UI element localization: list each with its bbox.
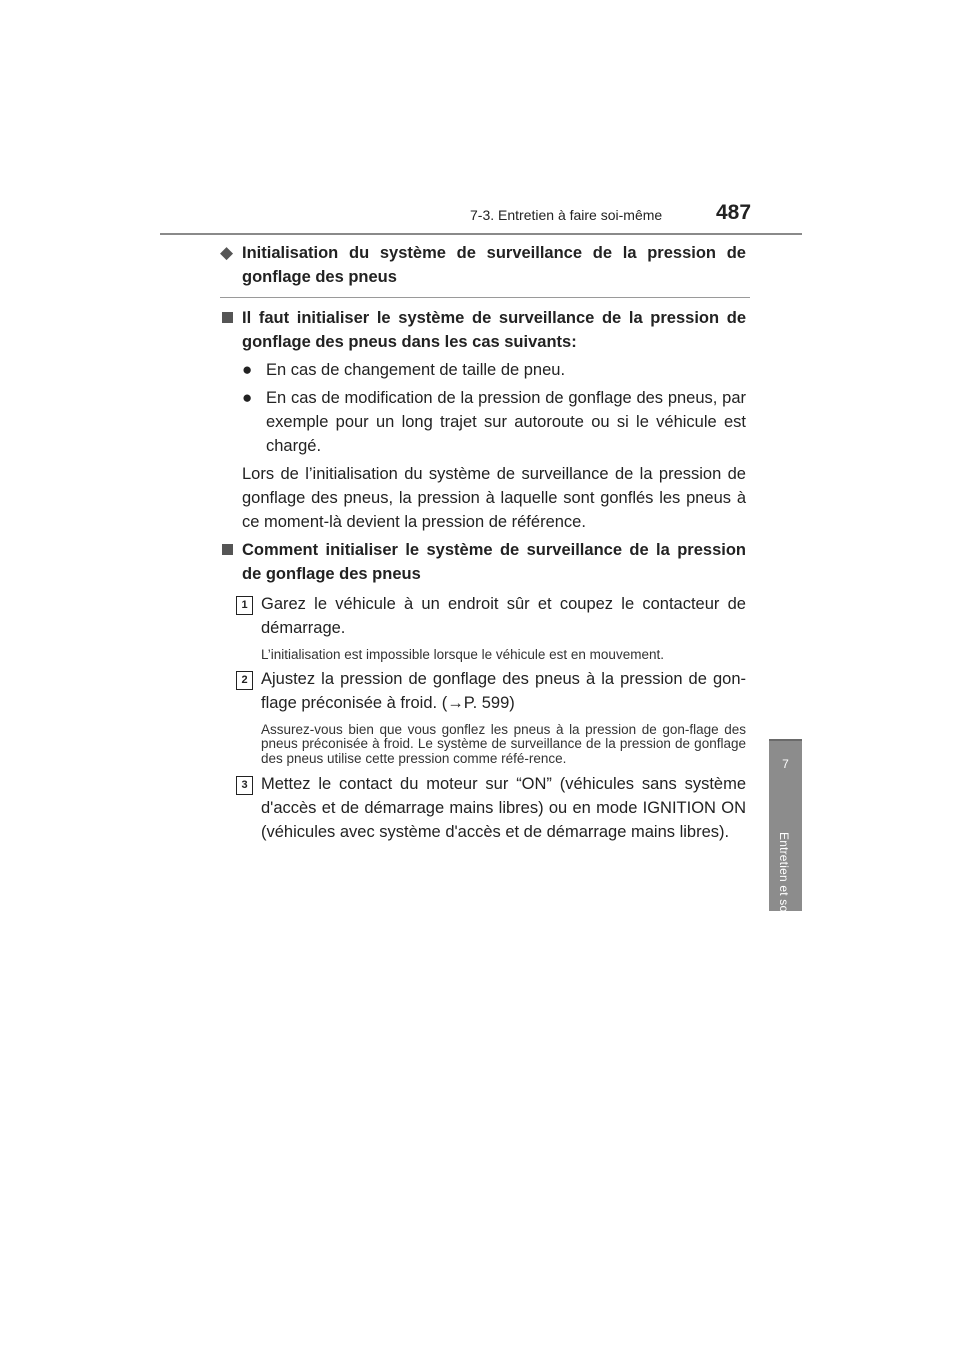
subheading-cases (220, 306, 746, 354)
step-note: L’initialisation est impossible lorsque le véhicule est en mouvement. (261, 647, 664, 662)
header-section-title: 7-3. Entretien à faire soi-même (470, 207, 663, 223)
chapter-side-tab (769, 741, 802, 923)
list-item (220, 386, 746, 458)
chapter-number: 7 (782, 757, 789, 771)
subheading-how-to-text: Comment initialiser le système de surveillance de la pression de gonflage des pneus (242, 541, 746, 583)
step-number-badge: 1 (236, 596, 253, 615)
square-icon (222, 544, 233, 555)
section-heading (220, 241, 746, 289)
list-item-text: En cas de changement de taille de pneu. (266, 361, 566, 379)
page-content (220, 241, 746, 844)
step-2 (220, 667, 746, 715)
list-item (220, 358, 746, 382)
step-text: Garez le véhicule à un endroit sûr et coupez le contacteur de démarrage. (261, 595, 746, 637)
reference-paragraph: Lors de l’initialisation du système de surveillance de la pression de gonflage des pneus, la pression à laquelle sont gonflés les pneus à ce moment-là devient la pression de référence. (242, 465, 746, 531)
page-number: 487 (716, 201, 752, 224)
step-number-badge: 2 (236, 671, 253, 690)
subheading-cases-text: Il faut initialiser le système de surveillance de la pression de gonflage des pneus dans les cas suivants: (242, 309, 746, 351)
circle-bullet-icon: ● (242, 388, 253, 407)
step-1 (220, 592, 746, 640)
section-heading-text: Initialisation du système de surveillance de la pression de gonflage des pneus (242, 244, 746, 286)
step-note: Assurez-vous bien que vous gonflez les pneus à la pression de gon-flage des pneus préconisée à froid. Le système de surveillance de la pression de gonflage des pneus utilise cette pression comme réfé-rence. (261, 721, 746, 766)
list-item-text: En cas de modification de la pression de gonflage des pneus, par exemple pour un long trajet sur autoroute ou si le véhicule est chargé. (266, 389, 746, 455)
subheading-how-to (220, 538, 746, 586)
section-rule (220, 297, 750, 298)
step-number-badge: 3 (236, 776, 253, 795)
step-3 (220, 772, 746, 844)
step-text: Ajustez la pression de gonflage des pneus à la pression de gon-flage préconisée à froid. (→P. 599) (261, 669, 746, 712)
chapter-label: Entretien et soin (777, 832, 791, 923)
circle-bullet-icon: ● (242, 360, 253, 379)
header-rule (160, 233, 802, 235)
diamond-icon: ◆ (220, 243, 234, 262)
square-icon (222, 312, 233, 323)
step-text: Mettez le contact du moteur sur “ON” (véhicules sans système d'accès et de démarrage mains libres) ou en mode IGNITION ON (véhicules avec système d'accès et de démarrage mains libres). (261, 775, 746, 841)
